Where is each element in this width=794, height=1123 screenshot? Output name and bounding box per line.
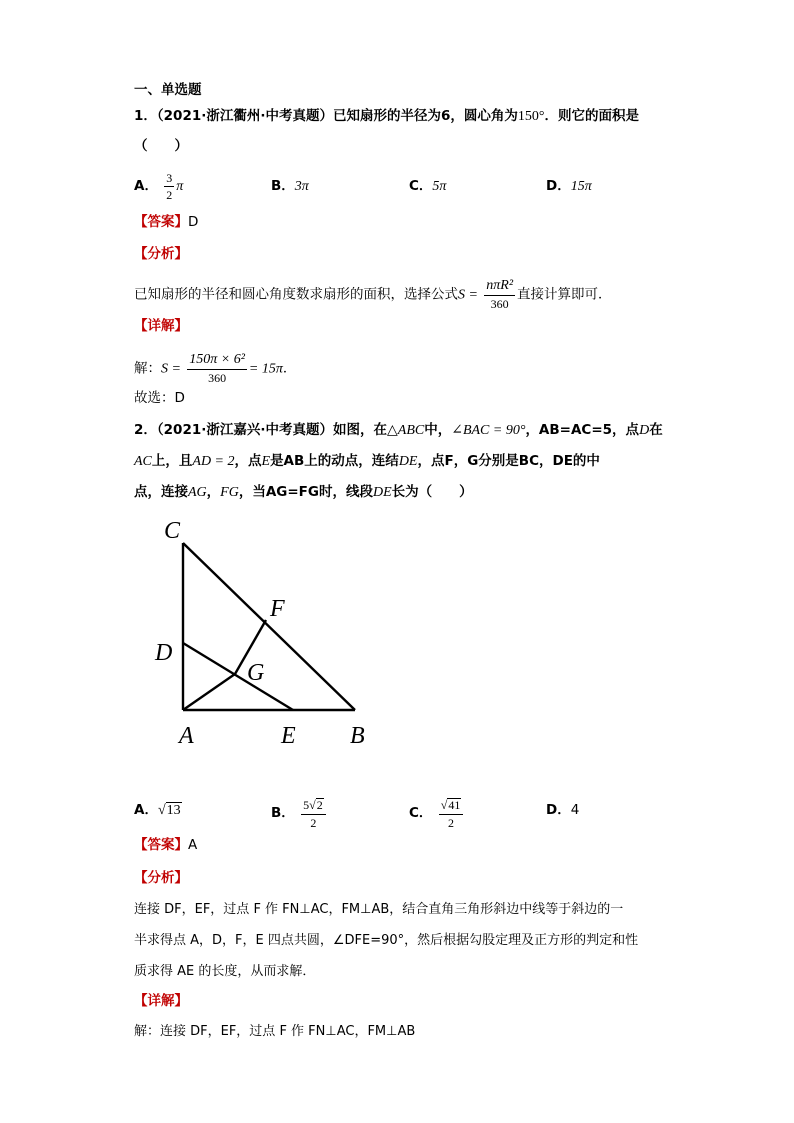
q1-formula-lhs: S = bbox=[458, 287, 478, 303]
q2-option-d bbox=[546, 800, 579, 820]
label-b: B bbox=[350, 723, 365, 749]
q2-line2-b: ，点 bbox=[234, 453, 262, 469]
q2-line1-b: 中， bbox=[424, 422, 452, 438]
q1-detail-fraction bbox=[187, 353, 247, 384]
q1-stem-text-a: 已知扇形的半径为6，圆心角为 bbox=[333, 108, 518, 124]
q2-segment-ac: AC bbox=[134, 454, 152, 469]
q2-line2-c: 是AB上的动点，连结 bbox=[270, 453, 399, 469]
q1-option-a-fraction bbox=[164, 172, 174, 201]
label-e: E bbox=[281, 723, 296, 749]
q2-option-c-label: C． bbox=[409, 805, 433, 822]
q2-option-c-fraction bbox=[439, 798, 464, 829]
q2-line1-a: 如图，在 bbox=[333, 422, 387, 438]
q1-number: 1． bbox=[134, 108, 157, 124]
q2-option-a bbox=[134, 800, 182, 821]
q1-analysis-text-b: 直接计算即可． bbox=[517, 286, 612, 303]
q2-line1-d: 在 bbox=[649, 422, 663, 438]
section-heading: 一、单选题 bbox=[134, 82, 202, 98]
q1-stem-text-b: ．则它的面积是 bbox=[544, 108, 640, 124]
label-f: F bbox=[270, 596, 285, 622]
q2-stem-line-1 bbox=[134, 420, 663, 441]
q2-option-b-num: 5√2 bbox=[301, 798, 326, 815]
q2-line1-c: ，AB=AC=5，点 bbox=[525, 422, 640, 438]
q2-detail-tag: 【详解】 bbox=[134, 993, 188, 1009]
q2-option-c-num: √41 bbox=[439, 798, 464, 815]
q2-stem-line-3 bbox=[134, 482, 473, 503]
q2-number: 2． bbox=[134, 422, 157, 438]
q2-analysis-tag: 【分析】 bbox=[134, 870, 188, 886]
q1-option-d bbox=[546, 176, 592, 197]
q2-option-a-root: √13 bbox=[157, 803, 181, 818]
q2-figure bbox=[150, 510, 390, 755]
q2-point-d: D bbox=[639, 423, 650, 438]
q2-segment-ag: AG bbox=[188, 485, 207, 500]
q1-formula-fraction bbox=[484, 279, 515, 310]
q2-line3-b: ， bbox=[206, 484, 221, 500]
q1-answer-row bbox=[134, 212, 198, 232]
q2-option-b-radicand: 2 bbox=[316, 798, 323, 812]
q2-point-e: E bbox=[261, 454, 271, 469]
q1-analysis bbox=[134, 279, 612, 310]
q2-option-b bbox=[271, 798, 328, 829]
q2-answer-tag: 【答案】 bbox=[134, 837, 188, 853]
q2-line2-a: 上，且 bbox=[151, 453, 193, 469]
q1-stem bbox=[134, 106, 639, 127]
q2-line3-a: 点，连接 bbox=[134, 484, 188, 500]
q1-answer: D bbox=[188, 214, 199, 230]
q1-detail-lhs: S = bbox=[161, 361, 181, 377]
q1-option-b bbox=[271, 176, 309, 197]
q1-conclusion: 故选：D bbox=[134, 390, 185, 406]
q1-detail-num: 150π × 6² bbox=[187, 353, 247, 370]
q1-detail-text: 解： bbox=[134, 360, 161, 377]
q1-detail-rhs: = 15π bbox=[248, 361, 283, 377]
q1-detail bbox=[134, 353, 296, 384]
q1-blank: （ ） bbox=[134, 138, 188, 154]
q1-option-d-value: 15π bbox=[570, 179, 592, 194]
q2-option-d-value: 4 bbox=[570, 802, 580, 818]
q2-segment-de-2: DE bbox=[373, 485, 392, 500]
q2-answer: A bbox=[188, 837, 198, 853]
segment-cb bbox=[183, 543, 355, 710]
q2-detail-line-1: 解：连接 DF，EF，过点 F 作 FN⊥AC，FM⊥AB bbox=[134, 1024, 416, 1039]
q2-option-b-coef: 5 bbox=[303, 798, 310, 812]
q2-segment-de: DE bbox=[398, 454, 418, 469]
q2-line3-d: 长为（ ） bbox=[391, 484, 473, 500]
q2-option-b-label: B． bbox=[271, 805, 295, 822]
q2-angle-bac: ∠BAC = 90° bbox=[451, 423, 526, 438]
q2-segment-fg: FG bbox=[220, 485, 239, 500]
q1-detail-end: ． bbox=[282, 360, 297, 377]
q1-detail-tag: 【详解】 bbox=[134, 318, 188, 334]
q2-stem-line-2 bbox=[134, 451, 600, 472]
q1-option-c bbox=[409, 176, 446, 197]
q2-line3-c: ，当AG=FG时，线段 bbox=[238, 484, 373, 500]
q1-option-a bbox=[134, 172, 183, 201]
label-a: A bbox=[179, 723, 194, 749]
q1-option-b-label: B． bbox=[271, 178, 295, 194]
label-c: C bbox=[164, 518, 181, 544]
q2-triangle: △ABC bbox=[387, 423, 425, 438]
q2-source: （2021·浙江嘉兴·中考真题） bbox=[156, 422, 333, 438]
q2-option-a-label: A． bbox=[134, 802, 158, 818]
q1-formula-den: 360 bbox=[490, 297, 509, 311]
q2-option-b-fraction bbox=[301, 798, 326, 829]
q2-analysis-line-1: 连接 DF，EF，过点 F 作 FN⊥AC，FM⊥AB，结合直角三角形斜边中线等于斜边的一 bbox=[134, 902, 624, 917]
q2-answer-row bbox=[134, 835, 197, 855]
label-g: G bbox=[247, 660, 265, 686]
q2-analysis-line-3: 质求得 AE 的长度，从而求解． bbox=[134, 964, 316, 979]
q1-option-d-label: D． bbox=[546, 178, 571, 194]
q2-option-c-radicand: 41 bbox=[448, 798, 461, 812]
q2-option-a-radicand: 13 bbox=[166, 803, 181, 818]
q1-formula-num: nπR² bbox=[484, 279, 515, 296]
q2-option-c-den: 2 bbox=[448, 816, 455, 831]
q2-line2-d: ，点F，G分别是BC，DE的中 bbox=[417, 453, 600, 469]
q2-option-c bbox=[409, 798, 465, 829]
q1-option-a-pi: π bbox=[176, 179, 184, 194]
q1-answer-tag: 【答案】 bbox=[134, 214, 188, 230]
q1-option-b-value: 3π bbox=[294, 179, 309, 194]
q1-option-a-den: 2 bbox=[166, 188, 173, 202]
q1-source: （2021·浙江衢州·中考真题） bbox=[156, 108, 333, 124]
q1-option-c-label: C． bbox=[409, 178, 433, 194]
q1-option-a-num: 3 bbox=[166, 171, 173, 185]
q1-option-c-value: 5π bbox=[432, 179, 447, 194]
q1-analysis-tag: 【分析】 bbox=[134, 246, 188, 262]
label-d: D bbox=[155, 640, 173, 666]
q2-ad-eq: AD = 2 bbox=[192, 454, 235, 469]
q2-option-d-label: D． bbox=[546, 802, 571, 818]
q1-detail-den: 360 bbox=[208, 371, 227, 385]
q2-analysis-line-2: 半求得点 A，D，F，E 四点共圆，∠DFE=90°，然后根据勾股定理及正方形的判定和性 bbox=[134, 933, 639, 948]
q1-angle: 150° bbox=[517, 109, 545, 124]
segment-ag bbox=[183, 674, 235, 710]
q1-analysis-text-a: 已知扇形的半径和圆心角度数求扇形的面积，选择公式 bbox=[134, 286, 458, 303]
q2-option-b-den: 2 bbox=[310, 816, 317, 831]
q1-option-a-label: A． bbox=[134, 178, 158, 194]
